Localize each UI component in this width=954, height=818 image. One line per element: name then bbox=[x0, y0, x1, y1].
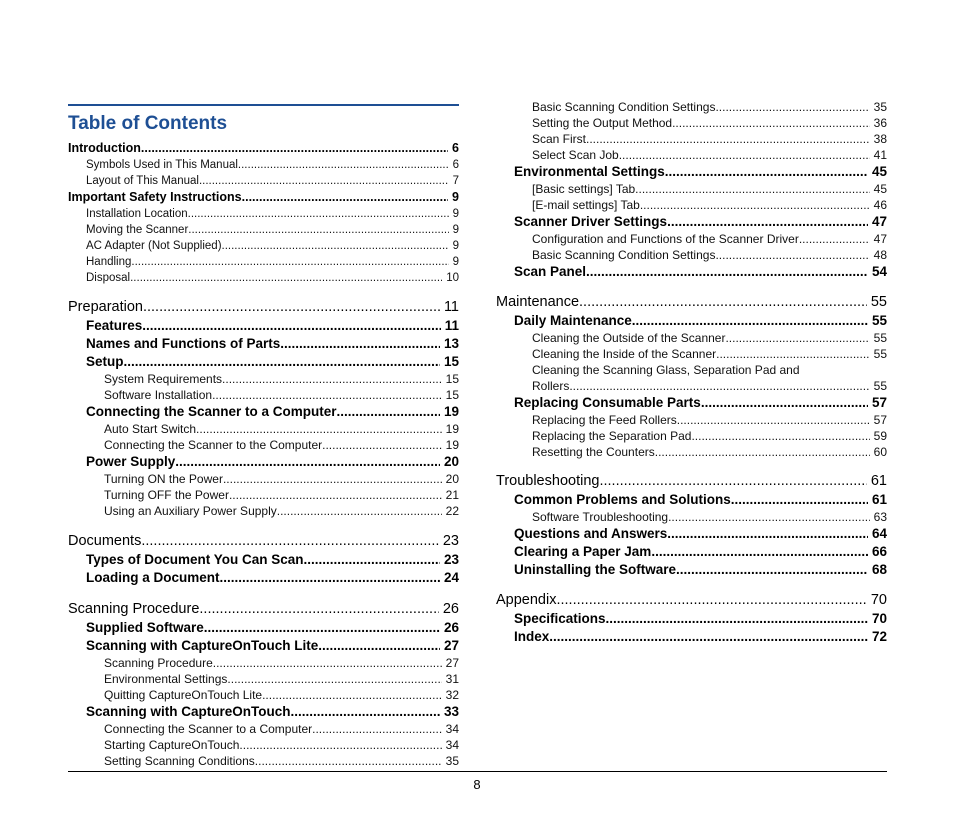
toc-right-chapters bbox=[496, 292, 887, 646]
dot-leader bbox=[586, 131, 870, 147]
toc-entry-title: Software Installation bbox=[104, 388, 213, 402]
toc-entry-page: 26 bbox=[443, 620, 459, 635]
toc-section-entry[interactable] bbox=[496, 491, 887, 509]
toc-entry-page: 70 bbox=[871, 611, 887, 626]
toc-entry-page: 54 bbox=[871, 264, 887, 279]
toc-entry-page: 26 bbox=[442, 601, 459, 617]
page-number: 8 bbox=[473, 777, 481, 792]
toc-subsection-entry[interactable] bbox=[496, 115, 887, 131]
toc-entry-title: Turning OFF the Power bbox=[104, 488, 229, 502]
toc-entry-page: 20 bbox=[445, 472, 459, 486]
dot-leader bbox=[262, 687, 442, 703]
toc-entry-page: 27 bbox=[443, 638, 459, 653]
toc-section-entry[interactable] bbox=[496, 543, 887, 561]
toc-entry-page: 15 bbox=[445, 372, 459, 386]
toc-entry-page: 11 bbox=[444, 318, 459, 333]
toc-entry-page: 33 bbox=[443, 704, 459, 719]
toc-subsection-entry[interactable] bbox=[68, 206, 459, 222]
dot-leader bbox=[556, 590, 866, 610]
toc-entry-page: 20 bbox=[443, 454, 459, 469]
toc-entry-title: Supplied Software bbox=[86, 620, 204, 635]
toc-entry-page: 6 bbox=[452, 141, 459, 155]
toc-entry-title: Scanner Driver Settings bbox=[514, 214, 668, 229]
toc-entry-title: Moving the Scanner bbox=[86, 224, 189, 236]
dot-leader bbox=[715, 247, 869, 263]
toc-section-entry[interactable] bbox=[496, 263, 887, 281]
dot-leader bbox=[635, 181, 869, 197]
toc-right-column bbox=[496, 99, 887, 646]
toc-entry-title: Cleaning the Inside of the Scanner bbox=[532, 347, 717, 361]
dot-leader bbox=[799, 231, 870, 247]
toc-entry-page: 45 bbox=[873, 182, 887, 196]
page-title: Table of Contents bbox=[68, 113, 228, 134]
dot-leader bbox=[549, 628, 868, 646]
toc-entry-page: 68 bbox=[871, 562, 887, 577]
toc-entry-title: Troubleshooting bbox=[496, 473, 600, 489]
toc-chapter-entry[interactable] bbox=[68, 297, 459, 317]
dot-leader bbox=[131, 254, 448, 270]
dot-leader bbox=[223, 471, 442, 487]
dot-leader bbox=[238, 157, 449, 173]
toc-entry-page: 61 bbox=[871, 492, 887, 507]
toc-entry-page: 34 bbox=[445, 738, 459, 752]
toc-entry-page: 19 bbox=[445, 422, 459, 436]
toc-entry-page: 32 bbox=[445, 688, 459, 702]
toc-entry-title: Loading a Document bbox=[86, 570, 220, 585]
toc-entry-page: 9 bbox=[452, 240, 459, 252]
toc-entry-title: Common Problems and Solutions bbox=[514, 492, 731, 507]
toc-entry-page: 45 bbox=[871, 164, 887, 179]
toc-entry-title: Daily Maintenance bbox=[514, 313, 632, 328]
toc-entry-title: Using an Auxiliary Power Supply bbox=[104, 504, 277, 518]
toc-entry-title: Names and Functions of Parts bbox=[86, 336, 281, 351]
dot-leader bbox=[599, 471, 866, 491]
toc-entry-title: Scanning with CaptureOnTouch Lite bbox=[86, 638, 319, 653]
toc-entry-page: 46 bbox=[873, 198, 887, 212]
toc-entry-title: Scanning Procedure bbox=[104, 656, 213, 670]
toc-entry-page: 59 bbox=[873, 429, 887, 443]
toc-entry-page: 23 bbox=[442, 533, 459, 549]
dot-leader bbox=[204, 619, 440, 637]
dot-leader bbox=[196, 421, 442, 437]
toc-entry-title: Starting CaptureOnTouch bbox=[104, 738, 240, 752]
toc-entry-title: Important Safety Instructions bbox=[68, 190, 242, 204]
dot-leader bbox=[318, 637, 440, 655]
dot-leader bbox=[676, 561, 868, 579]
toc-entry-page: 19 bbox=[445, 438, 459, 452]
toc-left-column bbox=[68, 104, 459, 769]
toc-subsection-entry[interactable] bbox=[68, 238, 459, 254]
toc-chapter-entry[interactable] bbox=[496, 292, 887, 312]
toc-entry-page: 34 bbox=[445, 722, 459, 736]
toc-entry-page: 13 bbox=[443, 336, 459, 351]
toc-continued-section bbox=[496, 99, 887, 281]
dot-leader bbox=[280, 335, 440, 353]
toc-subsection-entry[interactable] bbox=[496, 412, 887, 428]
toc-entry-title: Cleaning the Outside of the Scanner bbox=[532, 331, 726, 345]
toc-entry-title: Layout of This Manual bbox=[86, 175, 199, 187]
toc-entry-page: 23 bbox=[443, 552, 459, 567]
toc-entry-title: Scan Panel bbox=[514, 264, 587, 279]
dot-leader bbox=[606, 610, 868, 628]
toc-entry-page: 70 bbox=[870, 592, 887, 608]
dot-leader bbox=[667, 525, 868, 543]
dot-leader bbox=[716, 346, 870, 362]
toc-entry-title: AC Adapter (Not Supplied) bbox=[86, 240, 222, 252]
toc-section-entry[interactable] bbox=[68, 189, 459, 206]
toc-subsection-entry[interactable] bbox=[68, 222, 459, 238]
dot-leader bbox=[222, 371, 442, 387]
toc-entry-page: 38 bbox=[873, 132, 887, 146]
toc-entry-page: 11 bbox=[443, 299, 459, 315]
toc-entry-page: 55 bbox=[873, 347, 887, 361]
toc-entry-title: Disposal bbox=[86, 272, 131, 284]
toc-section-entry[interactable] bbox=[68, 551, 459, 569]
toc-entry-page: 57 bbox=[871, 395, 887, 410]
toc-entry-title: [Basic settings] Tab bbox=[532, 182, 636, 196]
toc-entry-title: Connecting the Scanner to the Computer bbox=[104, 438, 323, 452]
toc-entry-page: 55 bbox=[871, 313, 887, 328]
toc-subsection-entry[interactable] bbox=[496, 99, 887, 115]
toc-subsection-entry[interactable] bbox=[68, 421, 459, 437]
toc-section-entry[interactable] bbox=[68, 317, 459, 335]
toc-entry-page: 72 bbox=[871, 629, 887, 644]
toc-entry-page: 66 bbox=[871, 544, 887, 559]
toc-entry-page: 22 bbox=[445, 504, 459, 518]
toc-section-entry[interactable] bbox=[68, 353, 459, 371]
toc-subsection-entry[interactable] bbox=[496, 509, 887, 525]
dot-leader bbox=[731, 491, 868, 509]
toc-entry-title: Resetting the Counters bbox=[532, 445, 655, 459]
toc-entry-title: Maintenance bbox=[496, 294, 580, 310]
toc-entry-page: 31 bbox=[445, 672, 459, 686]
toc-entry-page: 7 bbox=[452, 175, 459, 187]
toc-entry-title: Environmental Settings bbox=[514, 164, 665, 179]
toc-entry-page: 27 bbox=[445, 656, 459, 670]
toc-entry-page: 35 bbox=[873, 100, 887, 114]
toc-chapter-entry[interactable] bbox=[496, 471, 887, 491]
toc-subsection-entry[interactable] bbox=[496, 444, 887, 460]
toc-section-entry[interactable] bbox=[496, 394, 887, 412]
dot-leader bbox=[640, 197, 870, 213]
toc-entry-title: Connecting the Scanner to a Computer bbox=[86, 404, 337, 419]
toc-entry-page: 55 bbox=[873, 331, 887, 345]
dot-leader bbox=[677, 412, 870, 428]
toc-entry-title: Basic Scanning Condition Settings bbox=[532, 248, 716, 262]
toc-subsection-entry[interactable] bbox=[496, 181, 887, 197]
toc-subsection-entry[interactable] bbox=[68, 721, 459, 737]
toc-entry-page: 48 bbox=[873, 248, 887, 262]
toc-section-entry[interactable] bbox=[68, 140, 459, 157]
toc-entry-page: 15 bbox=[445, 388, 459, 402]
toc-entry-page: 9 bbox=[452, 208, 459, 220]
toc-subsection-entry[interactable] bbox=[68, 487, 459, 503]
dot-leader bbox=[130, 270, 442, 286]
toc-entry-title: Auto Start Switch bbox=[104, 422, 197, 436]
toc-left-chapters bbox=[68, 297, 459, 769]
toc-subsection-entry[interactable] bbox=[496, 378, 887, 394]
toc-subsection-entry[interactable] bbox=[68, 671, 459, 687]
toc-subsection-entry[interactable] bbox=[68, 753, 459, 769]
dot-leader bbox=[239, 737, 441, 753]
toc-section-entry[interactable] bbox=[496, 312, 887, 330]
toc-entry-title: Replacing the Feed Rollers bbox=[532, 413, 677, 427]
toc-subsection-entry[interactable] bbox=[496, 131, 887, 147]
toc-entry-page: 47 bbox=[871, 214, 887, 229]
toc-section-entry[interactable] bbox=[496, 213, 887, 231]
toc-entry-page: 24 bbox=[443, 570, 459, 585]
dot-leader bbox=[220, 569, 440, 587]
dot-leader bbox=[175, 453, 440, 471]
dot-leader bbox=[124, 353, 440, 371]
toc-subsection-entry[interactable]: Cleaning the Scanning Glass, Separation Pad and bbox=[532, 363, 800, 377]
dot-leader bbox=[277, 503, 442, 519]
footer-rule bbox=[68, 771, 887, 772]
toc-entry-title: Quitting CaptureOnTouch Lite bbox=[104, 688, 263, 702]
toc-subsection-entry[interactable] bbox=[496, 247, 887, 263]
toc-entry-title: Types of Document You Can Scan bbox=[86, 552, 304, 567]
toc-entry-title: Configuration and Functions of the Scanner Driver bbox=[532, 232, 799, 246]
toc-entry-title: Replacing the Separation Pad bbox=[532, 429, 692, 443]
toc-entry-title: Index bbox=[514, 629, 550, 644]
toc-entry-title: Scanning with CaptureOnTouch bbox=[86, 704, 291, 719]
dot-leader bbox=[655, 444, 870, 460]
toc-subsection-entry[interactable] bbox=[68, 655, 459, 671]
toc-entry-title: Setting Scanning Conditions bbox=[104, 754, 255, 768]
dot-leader bbox=[586, 263, 868, 281]
toc-entry-page: 9 bbox=[452, 224, 459, 236]
toc-entry-title: Setting the Output Method bbox=[532, 116, 673, 130]
toc-subsection-entry[interactable] bbox=[496, 346, 887, 362]
toc-entry-title: Appendix bbox=[496, 592, 557, 608]
toc-entry-title: Handling bbox=[86, 256, 132, 268]
toc-section-entry[interactable] bbox=[68, 335, 459, 353]
dot-leader bbox=[229, 487, 442, 503]
dot-leader bbox=[619, 147, 870, 163]
toc-entry-title: Symbols Used in This Manual bbox=[86, 159, 238, 171]
toc-chapter-entry[interactable] bbox=[68, 599, 459, 619]
toc-entry-title: [E-mail settings] Tab bbox=[532, 198, 640, 212]
dot-leader bbox=[143, 297, 440, 317]
toc-entry-title: Scanning Procedure bbox=[68, 601, 200, 617]
toc-section-entry[interactable] bbox=[496, 525, 887, 543]
toc-subsection-entry[interactable] bbox=[68, 471, 459, 487]
dot-leader bbox=[312, 721, 442, 737]
toc-subsection-entry[interactable] bbox=[68, 270, 459, 286]
toc-entry-title: Specifications bbox=[514, 611, 606, 626]
toc-subsection-entry[interactable] bbox=[68, 503, 459, 519]
dot-leader bbox=[199, 599, 438, 619]
dot-leader bbox=[188, 222, 448, 238]
dot-leader bbox=[141, 140, 448, 157]
dot-leader bbox=[725, 330, 869, 346]
dot-leader bbox=[651, 543, 868, 561]
toc-entry-page: 47 bbox=[873, 232, 887, 246]
toc-entry-title: Turning ON the Power bbox=[104, 472, 223, 486]
toc-entry-page: 63 bbox=[873, 510, 887, 524]
dot-leader bbox=[199, 173, 449, 189]
dot-leader bbox=[715, 99, 869, 115]
toc-entry-title: Replacing Consumable Parts bbox=[514, 395, 701, 410]
toc-entry-title: System Requirements bbox=[104, 372, 223, 386]
toc-entry-page: 21 bbox=[445, 488, 459, 502]
toc-chapter-entry[interactable] bbox=[496, 590, 887, 610]
toc-subsection-entry[interactable] bbox=[68, 687, 459, 703]
dot-leader bbox=[322, 437, 442, 453]
toc-subsection-entry[interactable] bbox=[496, 197, 887, 213]
toc-section-entry[interactable] bbox=[68, 619, 459, 637]
toc-section-entry[interactable] bbox=[68, 453, 459, 471]
dot-leader bbox=[227, 671, 441, 687]
dot-leader bbox=[667, 213, 868, 231]
dot-leader bbox=[701, 394, 868, 412]
toc-entry-title: Basic Scanning Condition Settings bbox=[532, 100, 716, 114]
dot-leader bbox=[337, 403, 440, 421]
toc-entry-page: 9 bbox=[452, 256, 459, 268]
toc-entry-page: 61 bbox=[870, 473, 887, 489]
dot-leader bbox=[691, 428, 869, 444]
toc-subsection-entry[interactable] bbox=[496, 147, 887, 163]
toc-entry-title: Questions and Answers bbox=[514, 526, 668, 541]
dot-leader bbox=[672, 115, 870, 131]
toc-entry-title: Rollers bbox=[532, 379, 570, 393]
toc-entry-title: Power Supply bbox=[86, 454, 176, 469]
toc-entry-page: 55 bbox=[873, 379, 887, 393]
dot-leader bbox=[242, 189, 448, 206]
dot-leader bbox=[188, 206, 449, 222]
toc-entry-title: Scan First bbox=[532, 132, 587, 146]
toc-subsection-entry[interactable] bbox=[496, 330, 887, 346]
dot-leader bbox=[142, 317, 440, 335]
toc-section-entry[interactable] bbox=[68, 637, 459, 655]
toc-subsection-entry[interactable] bbox=[496, 428, 887, 444]
toc-entry-title: Documents bbox=[68, 533, 142, 549]
toc-entry-title: Connecting the Scanner to a Computer bbox=[104, 722, 313, 736]
toc-section-entry[interactable] bbox=[496, 163, 887, 181]
toc-entry-title: Software Troubleshooting bbox=[532, 510, 669, 524]
dot-leader bbox=[213, 655, 442, 671]
dot-leader bbox=[579, 292, 867, 312]
toc-section-entry[interactable] bbox=[496, 561, 887, 579]
dot-leader bbox=[222, 238, 449, 254]
dot-leader bbox=[255, 753, 442, 769]
toc-subsection-entry[interactable] bbox=[68, 737, 459, 753]
dot-leader bbox=[141, 531, 439, 551]
dot-leader bbox=[212, 387, 442, 403]
toc-subsection-entry[interactable] bbox=[68, 387, 459, 403]
dot-leader bbox=[291, 703, 440, 721]
dot-leader bbox=[304, 551, 440, 569]
toc-entry-title: Clearing a Paper Jam bbox=[514, 544, 652, 559]
toc-entry-title: Environmental Settings bbox=[104, 672, 228, 686]
toc-subsection-entry[interactable] bbox=[68, 437, 459, 453]
toc-section-entry[interactable] bbox=[496, 610, 887, 628]
toc-entry-page: 15 bbox=[443, 354, 459, 369]
toc-entry-page: 9 bbox=[452, 190, 459, 204]
toc-entry-title: Introduction bbox=[68, 141, 141, 155]
dot-leader bbox=[665, 163, 868, 181]
toc-entry-page: 6 bbox=[452, 159, 459, 171]
toc-entry-page: 55 bbox=[870, 294, 887, 310]
toc-section-entry[interactable] bbox=[68, 703, 459, 721]
dot-leader bbox=[632, 312, 868, 330]
toc-chapter-entry[interactable] bbox=[68, 531, 459, 551]
toc-intro-section bbox=[68, 140, 459, 286]
toc-section-entry[interactable] bbox=[496, 628, 887, 646]
toc-entry-page: 64 bbox=[871, 526, 887, 541]
toc-entry-title: Uninstalling the Software bbox=[514, 562, 677, 577]
toc-entry-page: 36 bbox=[873, 116, 887, 130]
toc-subsection-entry[interactable] bbox=[68, 254, 459, 270]
toc-subsection-entry[interactable] bbox=[68, 371, 459, 387]
toc-entry-title: Features bbox=[86, 318, 143, 333]
dot-leader bbox=[569, 378, 869, 394]
toc-entry-title: Installation Location bbox=[86, 208, 188, 220]
title-rule bbox=[68, 104, 459, 106]
toc-entry-title: Setup bbox=[86, 354, 124, 369]
toc-section-entry[interactable] bbox=[68, 403, 459, 421]
toc-entry-title: Select Scan Job bbox=[532, 148, 619, 162]
toc-entry-page: 35 bbox=[445, 754, 459, 768]
toc-subsection-entry[interactable] bbox=[68, 173, 459, 189]
dot-leader bbox=[668, 509, 870, 525]
toc-entry-page: 60 bbox=[873, 445, 887, 459]
toc-section-entry[interactable] bbox=[68, 569, 459, 587]
toc-entry-page: 19 bbox=[443, 404, 459, 419]
toc-entry-page: 41 bbox=[873, 148, 887, 162]
toc-subsection-entry[interactable] bbox=[496, 231, 887, 247]
toc-entry-page: 10 bbox=[446, 272, 459, 284]
toc-subsection-entry[interactable] bbox=[68, 157, 459, 173]
toc-entry-page: 57 bbox=[873, 413, 887, 427]
toc-entry-title: Preparation bbox=[68, 299, 143, 315]
